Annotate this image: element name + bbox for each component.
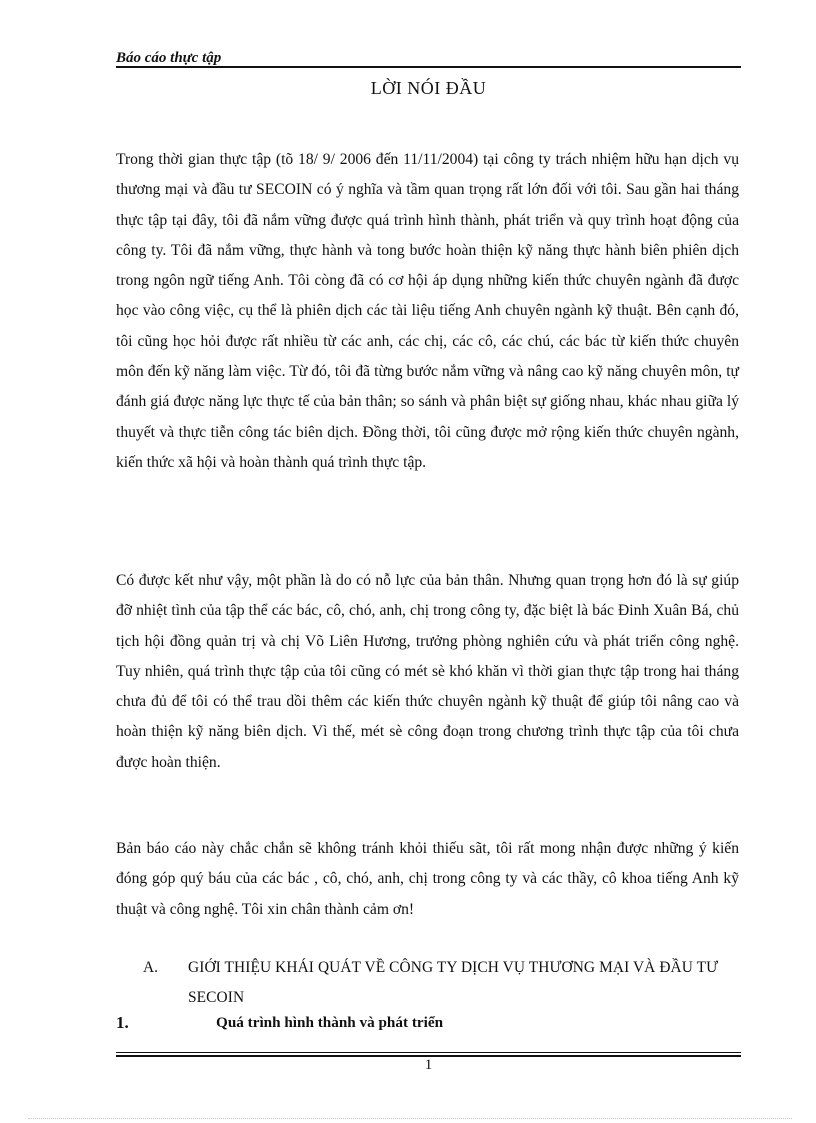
- header-divider: [116, 66, 741, 68]
- running-header: Báo cáo thực tập: [116, 50, 222, 66]
- page-number: 1: [424, 1057, 433, 1073]
- section-heading-text: GIỚI THIỆU KHÁI QUÁT VỀ CÔNG TY DỊCH VỤ THƯƠNG MẠI VÀ ĐẦU TƯ SECOIN: [188, 959, 719, 1006]
- page-title: LỜI NÓI ĐẦU: [370, 78, 487, 98]
- subsection-number: 1.: [116, 1013, 129, 1032]
- paragraph-1: Trong thời gian thực tập (tõ 18/ 9/ 2006 đến 11/11/2004) tại công ty trách nhiệm hữu hạn dịch vụ thương mại và đầu tư SECOIN có ý nghĩa và tầm quan trọng rất lớn đối với tôi. Sau gần hai tháng thực tập tại đây, tôi đã nắm vững được quá trình hình thành, phát triển và quy trình hoạt động của công ty. Tôi đã nắm vững, thực hành và tong bước hoàn thiện kỹ năng thực hành biên phiên dịch trong ngôn ngữ tiếng Anh. Tôi còng đã có cơ hội áp dụng những kiến thức chuyên ngành đã được học vào công việc, cụ thể là phiên dịch các tài liệu tiếng Anh chuyên ngành kỹ thuật. Bên cạnh đó, tôi cũng học hỏi được rất nhiều từ các anh, các chị, các cô, các chú, các bác từ kiến thức chuyên môn đến kỹ năng làm việc. Từ đó, tôi đã từng bước nắm vững và nâng cao kỹ năng chuyên môn, tự đánh giá được năng lực thực tế của bản thân; so sánh và phân biệt sự giống nhau, khác nhau giữa lý thuyết và thực tiễn công tác biên dịch. Đồng thời, tôi cũng được mở rộng kiến thức chuyên ngành, kiến thức xã hội và hoàn thành quá trình thực tập.: [116, 151, 739, 471]
- section-letter: A.: [143, 959, 158, 976]
- paragraph-3: Bản báo cáo này chắc chắn sẽ không tránh khỏi thiếu sãt, tôi rất mong nhận được những ý kiến đóng góp quý báu của các bác , cô, chó, anh, chị trong công ty và các thầy, cô khoa tiếng Anh kỹ thuật và công nghệ. Tôi xin chân thành cảm ơn!: [116, 840, 739, 918]
- subsection-heading-text: Quá trình hình thành và phát triển: [216, 1014, 444, 1031]
- footer-divider-thin: [116, 1052, 741, 1053]
- paragraph-2: Có được kết như vậy, một phần là do có nỗ lực của bản thân. Nhưng quan trọng hơn đó là sự giúp đỡ nhiệt tình của tập thể các bác, cô, chó, anh, chị trong công ty, đặc biệt là bác Đinh Xuân Bá, chủ tịch hội đồng quản trị và chị Võ Liên Hương, trưởng phòng nghiên cứu và phát triển công nghệ. Tuy nhiên, quá trình thực tập của tôi cũng có mét sè khó khăn vì thời gian thực tập trong hai tháng chưa đủ để tôi có thể trau dồi thêm các kiến thức chuyên ngành kỹ thuật để giúp tôi nâng cao và hoàn thiện kỹ năng biên dịch. Vì thế, mét sè công đoạn trong chương trình thực tập của tôi chưa được hoàn thiện.: [116, 572, 739, 771]
- page-bottom-edge: [28, 1118, 792, 1119]
